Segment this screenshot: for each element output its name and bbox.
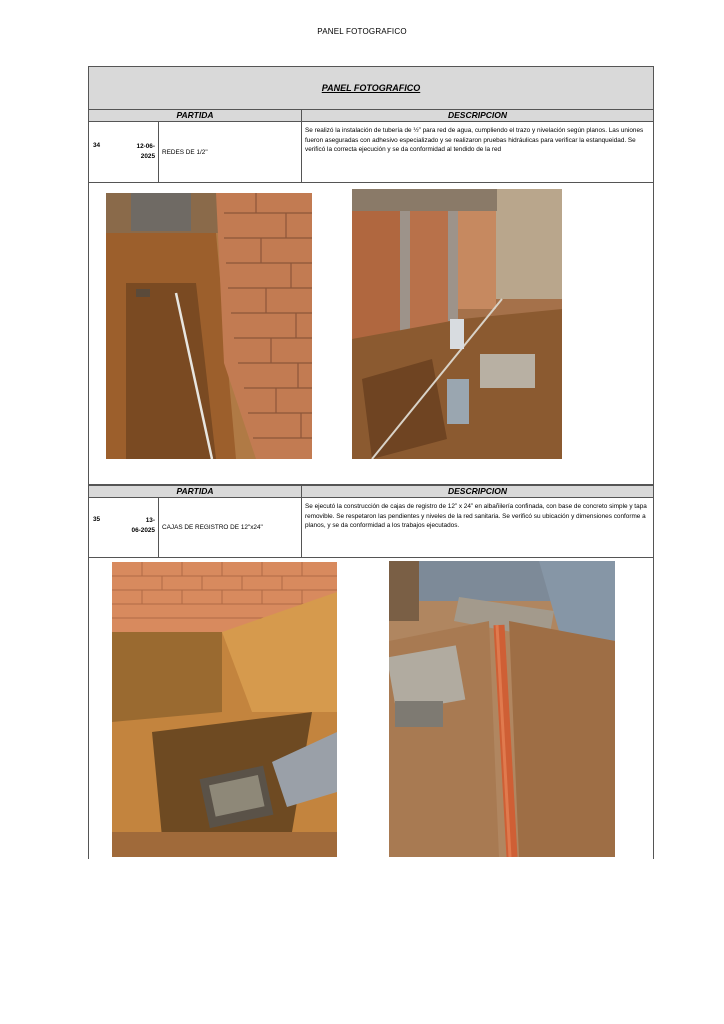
descripcion-header: DESCRIPCION xyxy=(447,486,508,496)
partida-header: PARTIDA xyxy=(89,486,302,497)
entry-descripcion: Se ejecutó la construcción de cajas de registro de 12” x 24” en albañilería confinada, con base de concreto simple y tapa removible. Se respetaron las pendientes y niveles de la red sanitaria. Se verificó su ubicación y dimensiones conforme a planos, y se da conformidad a los trabajos ejecutados. xyxy=(305,503,647,530)
photo-area xyxy=(89,558,653,860)
photo-trench-pipe-wall xyxy=(106,193,312,459)
entry-date-line: 12-06- xyxy=(136,143,155,150)
partida-header: PARTIDA xyxy=(89,110,302,121)
entry-partida: REDES DE 1/2" xyxy=(159,122,302,182)
panel-title: PANEL FOTOGRAFICO xyxy=(89,67,653,110)
entry-number: 34 xyxy=(93,142,101,149)
photo-area xyxy=(89,183,653,485)
photo-excavation-columns xyxy=(352,189,562,459)
entry-row xyxy=(89,122,653,183)
entry-date xyxy=(109,142,155,162)
entry-date-line: 13- xyxy=(145,517,155,524)
entry-header-row xyxy=(89,109,653,122)
photo-registry-box-pit xyxy=(112,562,337,857)
entry-row xyxy=(89,498,653,558)
descripcion-header: DESCRIPCION xyxy=(447,110,508,120)
entry-descripcion: Se realizó la instalación de tubería de ½” para red de agua, cumpliendo el trazo y nivelación según planos. Las uniones fueron aseguradas con adhesivo especializado y se realizaron pruebas hidráulicas para verificar la estanqueidad. Se verificó la correcta ejecución y se da conformidad al tendido de la red xyxy=(305,127,644,154)
photo-pvc-pipe-trench xyxy=(389,561,615,857)
entry-date xyxy=(109,516,155,536)
entry-header-row xyxy=(89,485,653,498)
photo-panel-table xyxy=(88,66,654,859)
entry-date-line: 2025 xyxy=(140,153,155,160)
entry-date-line: 06-2025 xyxy=(131,527,155,534)
entry-number: 35 xyxy=(93,516,101,523)
page-header: PANEL FOTOGRAFICO xyxy=(317,27,407,36)
entry-partida: CAJAS DE REGISTRO DE 12"x24" xyxy=(159,498,302,557)
entry-number-cell xyxy=(89,122,159,182)
entry-number-cell xyxy=(89,498,159,557)
